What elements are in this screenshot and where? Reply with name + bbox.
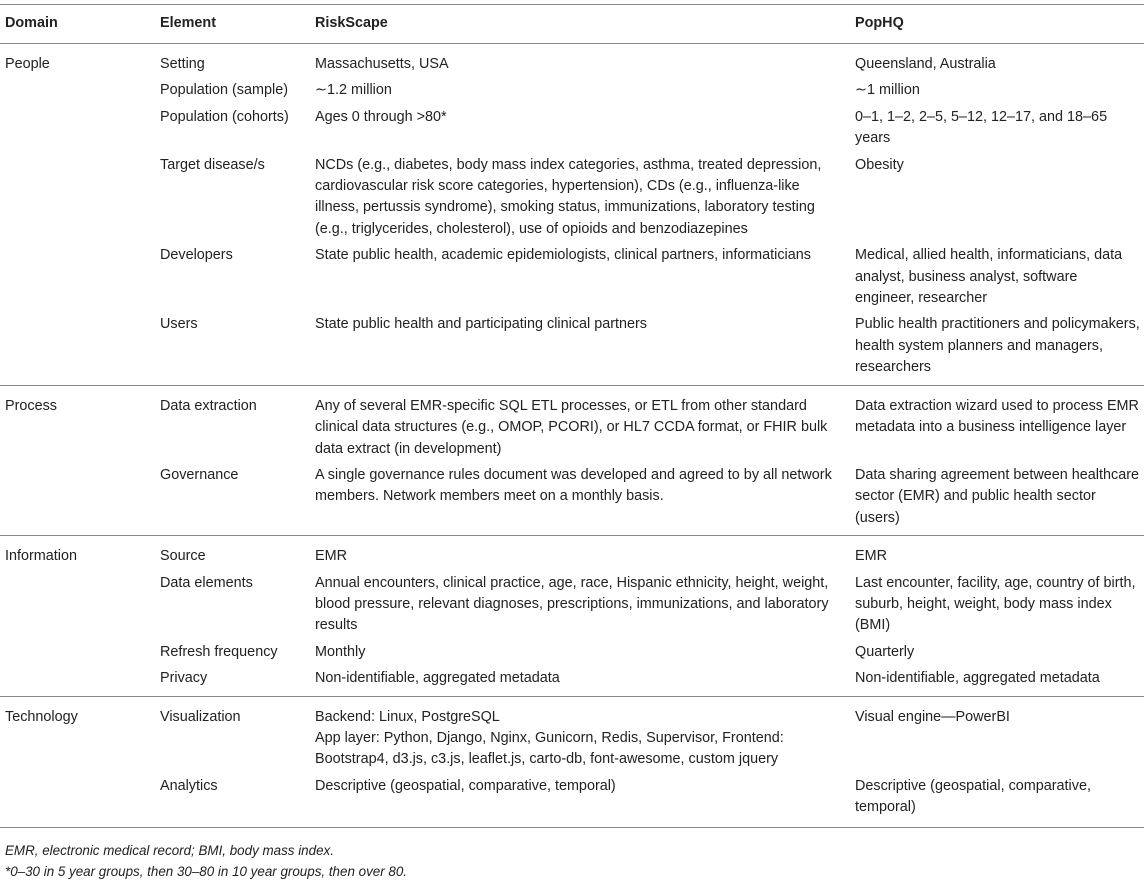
pophq-cell: Descriptive (geospatial, comparative, temporal) <box>850 774 1144 827</box>
header-pophq: PopHQ <box>850 5 1144 44</box>
riskscape-cell: Ages 0 through >80* <box>315 108 447 125</box>
riskscape-line: Backend: Linux, PostgreSQL <box>315 708 500 725</box>
table-row <box>0 153 1144 244</box>
domain-cell <box>0 243 155 312</box>
pophq-cell: Last encounter, facility, age, country of birth, suburb, height, weight, body mass index (BMI) <box>855 574 1136 634</box>
table-row <box>0 44 1144 79</box>
table-row <box>0 78 1144 104</box>
table-row <box>0 696 1144 774</box>
table-row <box>0 640 1144 666</box>
pophq-cell: Data extraction wizard used to process EMR metadata into a business intelligence layer <box>850 385 1144 463</box>
element-cell: Population (sample) <box>160 82 288 99</box>
table-row <box>0 666 1144 696</box>
element-cell: Target disease/s <box>160 156 265 173</box>
element-cell: Users <box>160 316 198 333</box>
riskscape-cell: State public health and participating clinical partners <box>315 316 647 333</box>
element-cell: Analytics <box>155 774 310 827</box>
riskscape-line: App layer: Python, Django, Nginx, Gunicorn, Redis, Supervisor, Frontend: Bootstrap4, d3.js, c3.js, leaflet.js, carto-db, font-awesome, custom jquery <box>315 729 784 768</box>
pophq-cell: 0–1, 1–2, 2–5, 5–12, 12–17, and 18–65 years <box>855 108 1108 147</box>
domain-cell <box>0 312 155 385</box>
riskscape-cell: NCDs (e.g., diabetes, body mass index categories, asthma, treated depression, cardiovascular risk score categories, hypertension), CDs (e.g., influenza-like illness, pertussis syndrome), smoking status, immunizations, laboratory testing (e.g., triglycerides, cholesterol), use of opioids and benzodiazepines <box>315 156 822 237</box>
table-row <box>0 243 1144 312</box>
riskscape-cell: EMR <box>310 536 850 571</box>
pophq-cell: Visual engine—PowerBI <box>850 696 1144 774</box>
table-row <box>0 536 1144 571</box>
riskscape-cell: A single governance rules document was developed and agreed to by all network members. Network members meet on a monthly basis. <box>315 466 832 505</box>
domain-cell: Technology <box>0 696 155 774</box>
header-domain: Domain <box>0 5 155 44</box>
pophq-cell: EMR <box>850 536 1144 571</box>
domain-cell <box>0 105 155 153</box>
riskscape-cell: Massachusetts, USA <box>315 56 449 72</box>
pophq-cell: Queensland, Australia <box>855 56 996 72</box>
table-row <box>0 463 1144 536</box>
pophq-cell: Data sharing agreement between healthcare sector (EMR) and public health sector (users) <box>855 466 1139 526</box>
element-cell: Developers <box>160 247 233 264</box>
element-cell: Population (cohorts) <box>160 108 289 125</box>
table-row <box>0 774 1144 827</box>
table-row <box>0 385 1144 463</box>
domain-cell <box>0 666 155 696</box>
header-riskscape: RiskScape <box>310 5 850 44</box>
pophq-cell: Medical, allied health, informaticians, data analyst, business analyst, software engineer, researcher <box>855 247 1123 307</box>
table-footnotes <box>5 840 1135 882</box>
riskscape-cell: Monthly <box>315 643 366 660</box>
element-cell: Visualization <box>155 696 310 774</box>
comparison-table-container <box>0 4 1144 828</box>
element-cell: Source <box>155 536 310 571</box>
header-row <box>0 5 1144 44</box>
footnote-abbreviations: EMR, electronic medical record; BMI, body mass index. <box>5 843 334 858</box>
riskscape-cell: Annual encounters, clinical practice, age, race, Hispanic ethnicity, height, weight, blood pressure, relevant diagnoses, prescriptions, immunizations, and laboratory results <box>315 574 829 634</box>
element-cell: Data extraction <box>155 385 310 463</box>
pophq-cell: Obesity <box>855 156 904 173</box>
riskscape-cell: State public health, academic epidemiologists, clinical partners, informaticians <box>315 247 811 264</box>
riskscape-cell: Descriptive (geospatial, comparative, temporal) <box>310 774 850 827</box>
header-element: Element <box>155 5 310 44</box>
table-row <box>0 312 1144 385</box>
table-row <box>0 571 1144 640</box>
riskscape-cell: ∼1.2 million <box>315 82 392 99</box>
pophq-cell: Non-identifiable, aggregated metadata <box>855 670 1100 687</box>
domain-cell <box>0 153 155 244</box>
element-cell: Setting <box>160 56 205 72</box>
domain-cell <box>0 640 155 666</box>
domain-cell: Information <box>0 536 155 571</box>
element-cell: Privacy <box>160 670 208 687</box>
domain-cell <box>0 463 155 536</box>
footnote-age-groups: *0–30 in 5 year groups, then 30–80 in 10 year groups, then over 80. <box>5 864 408 879</box>
domain-cell <box>0 571 155 640</box>
riskscape-cell: Any of several EMR-specific SQL ETL processes, or ETL from other standard clinical data structures (e.g., OMOP, PCORI), or HL7 CCDA format, or FHIR bulk data extract (in development) <box>310 385 850 463</box>
pophq-cell: Quarterly <box>855 643 915 660</box>
domain-cell: Process <box>0 385 155 463</box>
domain-cell <box>0 78 155 104</box>
element-cell: Data elements <box>160 574 253 591</box>
comparison-table <box>0 4 1144 828</box>
domain-cell: People <box>5 56 50 72</box>
riskscape-cell <box>310 696 850 774</box>
table-row <box>0 105 1144 153</box>
domain-cell <box>0 774 155 827</box>
element-cell: Refresh frequency <box>160 643 278 660</box>
pophq-cell: ∼1 million <box>855 82 920 99</box>
element-cell: Governance <box>160 466 239 483</box>
pophq-cell: Public health practitioners and policymakers, health system planners and managers, researchers <box>855 316 1140 376</box>
riskscape-cell: Non-identifiable, aggregated metadata <box>315 670 560 687</box>
